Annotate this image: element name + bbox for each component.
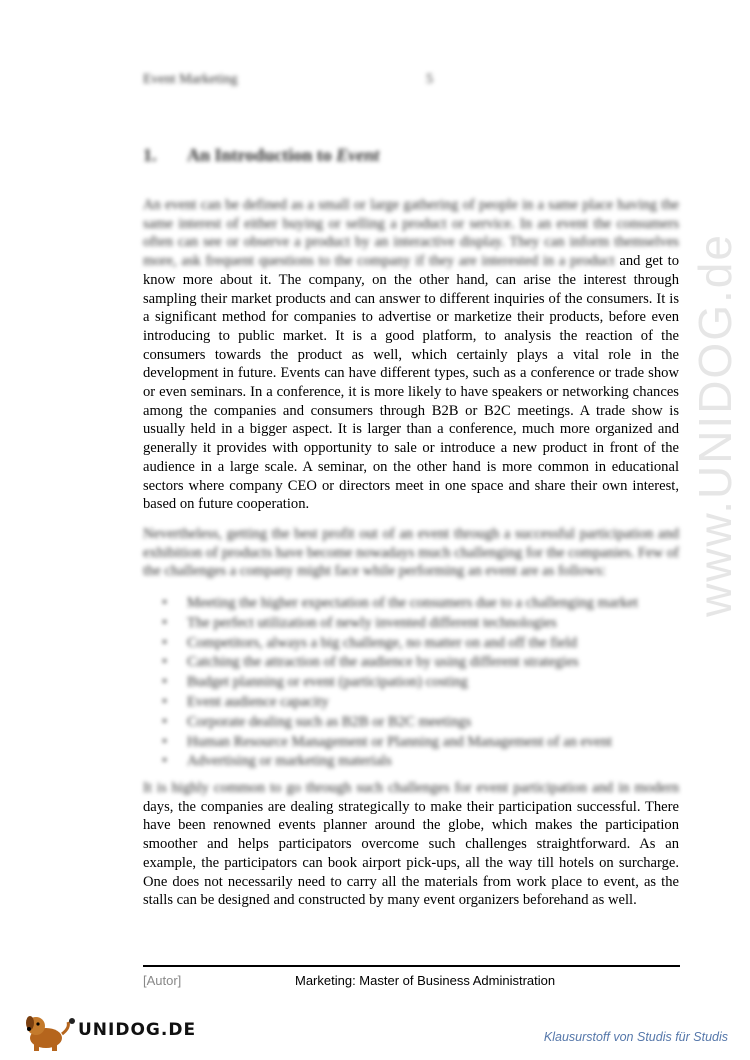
paragraph-intro <box>143 196 679 514</box>
list-item: • Corporate dealing such as B2B or B2C meetings <box>160 713 660 733</box>
list-item: • Advertising or marketing materials <box>160 752 660 772</box>
list-item: • Event audience capacity <box>160 693 660 713</box>
footer-course: Marketing: Master of Business Administration <box>295 973 556 988</box>
section-title-italic: Event <box>336 145 380 165</box>
header-title: Event Marketing <box>143 72 238 87</box>
watermark-text: www.UNIDOG.de <box>689 233 741 617</box>
unidog-logo <box>22 1012 197 1052</box>
page-number: 5 <box>426 72 433 87</box>
tagline: Klausurstoff von Studis für Studis <box>543 1030 728 1044</box>
paragraph-conclusion <box>143 779 679 910</box>
list-item: • Human Resource Management or Planning and Management of an event <box>160 733 660 753</box>
list-item: • Meeting the higher expectation of the consumers due to a challenging market <box>160 594 660 614</box>
list-item: • Competitors, always a big challenge, no matter on and off the field <box>160 634 660 654</box>
list-item: • Catching the attraction of the audience by using different strategies <box>160 653 660 673</box>
section-number: 1. <box>143 145 157 165</box>
footer-author: [Autor] <box>143 973 182 988</box>
list-item: • Budget planning or event (participation) costing <box>160 673 660 693</box>
section-heading <box>143 145 379 166</box>
logo-text: UNIDOG.DE <box>78 1020 197 1040</box>
paragraph-intro-blurred: An event can be defined as a small or large gathering of people in a same place having the same interest of either buying or selling a product or service. In an event the consumers often can see or observe a product by an interactive display. They can inform themselves more, ask frequent questions to the company if they are interested in a product <box>143 197 679 270</box>
list-item: • The perfect utilization of newly invented different technologies <box>160 614 660 634</box>
paragraph-conclusion-blurred: It is highly common to go through such challenges for event participation and in modern <box>143 780 679 796</box>
paragraph-challenges: Nevertheless, getting the best profit out of an event through a successful participation and exhibition of products have become nowadays much challenging for the companies. Few of the challenges a company might face while performing an event are as follows: <box>143 526 679 580</box>
section-title: An Introduction to <box>187 145 337 165</box>
paragraph-conclusion-text: days, the companies are dealing strategically to make their participation successful. There have been renowned events planner around the globe, which makes the participation smoother and helps participators overcome such challenges straightforward. As an example, the participators can book airport pick-ups, all the way till hotels on surcharge. One does not necessarily need to carry all the materials from work place to event, as the stalls can be designed and constructed by many event organizers beforehand as well. <box>143 798 679 909</box>
paragraph-intro-text: and get to know more about it. The company, on the other hand, can arise the interest through sampling their market products and can answer to different inquiries of the consumers. It is a significant method for companies to advertise or marketize their products, before even introducing to public market. It is a good platform, to analysis the reaction of the consumers towards the product as well, which certainly plays a vital role in the development in future. Events can have different types, such as a conference or trade show or even seminars. In a conference, it is more likely to have speakers or networking chances among the companies and consumers through B2B or B2C meetings. A trade show is usually held in a bigger aspect. It is larger than a conference, much more organized and generally it provides with opportunity to sale or introduce a new product in front of the audience in a large scale. A seminar, on the other hand is more common in educational sectors where company CEO or directors meet in one space and share their own interest, based on future cooperation. <box>143 253 679 513</box>
dog-icon <box>22 1012 78 1052</box>
challenge-list <box>160 594 660 772</box>
footer-divider <box>143 965 680 967</box>
